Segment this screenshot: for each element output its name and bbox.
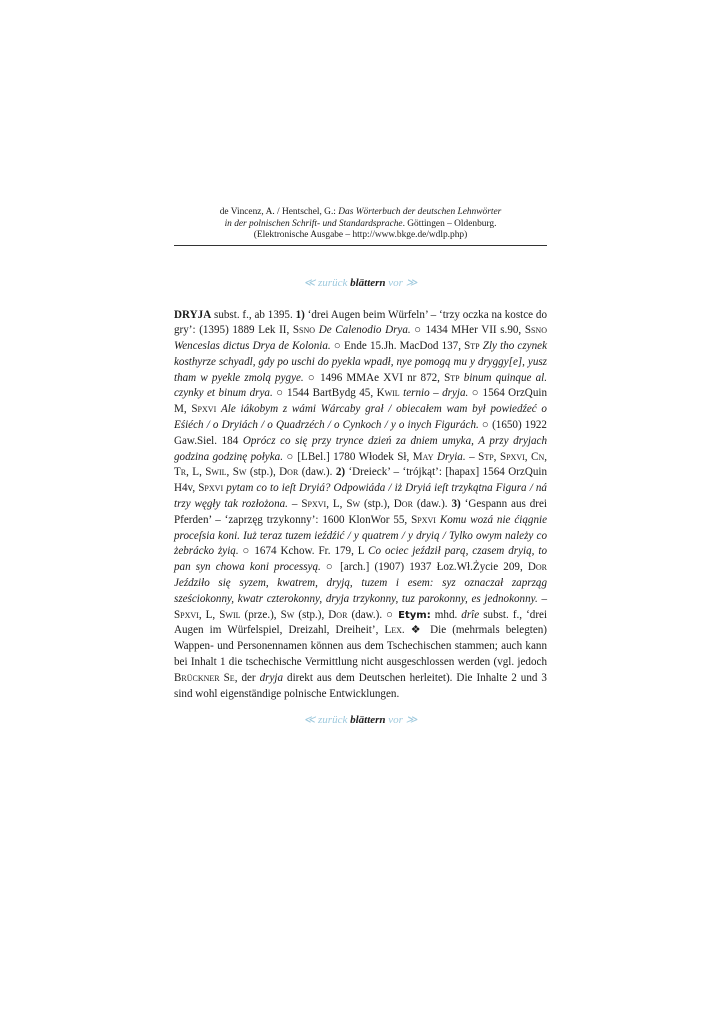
document-page	[174, 207, 547, 726]
source-abbrev: Ssno	[524, 324, 547, 337]
source-abbrev: Dor	[393, 498, 413, 511]
source-abbrev: Tr	[174, 466, 187, 479]
forward-link[interactable]: vor ≫	[388, 714, 418, 727]
sense-number: 1)	[295, 308, 305, 321]
entry-text: DRYJA subst. f., ab 1395. 1) ‘drei Augen beim Würfeln’ – ‘trzy oczka na kostce do gry’: (1395) 1889 Lek II, Ssno De Calenodio Drya. ○ 1434 MHer VII s.90, Ssno Wenceslas dictus Drya de Kolonia. ○ Ende 15.Jh. MacDod 137, Stp Zly tho czynek kosthyrze schyadl, gdy po uschi do pyekla wpadł, nye pomogą mu y dryggy[e], yusz tham w pyekle zmolą pygye. ○ 1496 MMAe XVI nr 872, Stp binum quinque al. czynky et binum drya. ○ 1544 BartBydg 45, Kwil ternio – dryja. ○ 1564 OrzQuin M, Spxvi Ale iákobym z wámi Wárcaby grał / obiecałem wam był powiedźeć o Eśiéch / o Dryiách / o Quadrzéch / o Cynkoch / y o inych Figurách. ○ (1650) 1922 Gaw.Siel. 184 Oprócz co się przy trynce dzień za dniem umyka, A przy dryjach godzina godzinę połyka. ○ [LBel.] 1780 Włodek Sł, May Dryia. – Stp, Spxvi, Cn, Tr, L, Swil, Sw (stp.), Dor (daw.). 2) ‘Dreieck’ – ‘trójkąt’: [hapax] 1564 OrzQuin H4v, Spxvi pytam co to ieſt Dryiá? Odpowiáda / iż Dryiá ieſt trzykątna Figura / ná trzy węgły tak rozłożona. – Spxvi, L, Sw (stp.), Dor (daw.). 3) ‘Gespann aus drei Pferden’ – ‘zaprzęg trzykonny’: 1600 KlonWor 55, Spxvi Komu wozá nie ćiągnie proceſsia koni. Iuż teraz tuzem ieźdźić / y quatrem / y dryią / Tylko owym należy co żebrácko żyią. ○ 1674 Kchow. Fr. 179, L Co ociec jeździł parą, czasem dryią, to pan syn chowa koni processyą. ○ [arch.] (1907) 1937 Łoz.Wł.Życie 209, Dor Jeździło się syzem, kwatrem, dryją, tuzem i esem: syz oznaczał zaprząg sześciokonny, kwatr czterokonny, dryja trzykonny, tuz parokonny, es jednokonny. – Spxvi, L, Swil (prze.), Sw (stp.), Dor (daw.). ○ Etym: mhd. drîe subst. f., ‘drei Augen im Würfelspiel, Dreizahl, Dreiheit’, Lex. ❖ Die (mehrmals belegten) Wappen- und Personennamen können aus dem Tschechischen stammen; auch kann bei Inhalt 1 die tschechische Vermittlung nicht ausgeschlossen werden (vgl. jedoch Brückner Se, der dryja direkt aus dem Deutschen herleitet). Die Inhalte 2 und 3 sind wohl eigenständige polnische Entwicklungen.	[174, 308, 548, 700]
citation-line-3: (Elektronische Ausgabe – http://www.bkge.de/wdlp.php)	[253, 230, 468, 240]
back-link[interactable]: ≪ zurück	[303, 714, 348, 727]
nav-bar-top	[174, 276, 547, 289]
quotation: Zly tho czynek kosthyrze schyadl, gdy po uschi do pyekla wpadł, nye pomogą mu y dryggy[e], yusz tham w pyekle zmolą pygye.	[174, 340, 547, 384]
source-abbrev: Lex	[384, 624, 402, 637]
citation-line-2: in der polnischen Schrift- und Standardsprache. Göttingen – Oldenburg.	[224, 218, 497, 229]
quotation: Ale iákobym z wámi Wárcaby grał / obiecałem wam był powiedźeć o Eśiéch / o Dryiách / o Quadrzéch / o Cynkoch / y o inych Figurách.	[174, 403, 547, 432]
quotation: ternio – dryja.	[403, 387, 469, 400]
quotation: Oprócz co się przy trynce dzień za dniem umyka, A przy dryjach godzina godzinę połyka.	[174, 434, 548, 463]
quotation: Komu wozá nie ćiągnie proceſsia koni. Iuż teraz tuzem ieźdźić / y quatrem / y dryią / Tylko owym należy co żebrácko żyią.	[174, 513, 547, 558]
source-abbrev: Sw	[232, 466, 247, 479]
browse-label: blättern	[350, 714, 386, 727]
back-link[interactable]: ≪ zurück	[303, 276, 348, 289]
citation-line-1: de Vincenz, A. / Hentschel, G.: Das Wörterbuch der deutschen Lehnwörter	[219, 207, 502, 217]
source-abbrev: Dor	[328, 608, 348, 621]
quotation: Jeździło się syzem, kwatrem, dryją, tuzem i esem: syz oznaczał zaprząg sześciokonny, kwatr czterokonny, dryja trzykonny, tuz parokonny, es jednokonny.	[174, 577, 547, 605]
source-abbrev: Spxvi	[174, 608, 199, 621]
source-abbrev: Kwil	[376, 387, 400, 400]
cited-word: dryja	[259, 671, 284, 684]
quotation: pytam co to ieſt Dryiá? Odpowiáda / iż Dryiá ieſt trzykątna Figura / ná trzy węgły tak rozłożona.	[174, 482, 547, 511]
source-abbrev: Swil	[205, 466, 227, 479]
source-abbrev: Spxvi	[191, 403, 217, 416]
source-abbrev: Spxvi	[198, 482, 224, 495]
sense-number: 2)	[335, 466, 346, 479]
quotation: Dryia.	[436, 450, 466, 463]
quotation: De Calenodio Drya.	[318, 324, 411, 337]
source-abbrev: Dor	[279, 466, 299, 479]
source-abbrev: Ssno	[292, 324, 316, 337]
source-abbrev: Stp	[478, 450, 494, 463]
dictionary-entry	[174, 308, 547, 703]
quotation: Co ociec jeździł parą, czasem dryią, to pan syn chowa koni processyą.	[174, 545, 547, 574]
source-abbrev: Spxvi	[301, 498, 327, 511]
source-abbrev: Dor	[527, 561, 547, 574]
source-abbrev: Spxvi	[411, 513, 436, 526]
citation-header	[174, 207, 547, 246]
source-abbrev: Sw	[346, 498, 361, 511]
nav-bar-bottom	[174, 713, 547, 726]
sense-number: 3)	[451, 498, 461, 511]
etym-word: drîe	[461, 608, 480, 621]
headword: DRYJA	[174, 308, 212, 321]
etym-label: Etym:	[398, 609, 431, 621]
source-abbrev: Stp	[464, 340, 480, 353]
source-abbrev: Cn	[531, 450, 545, 463]
source-abbrev: Brückner Se	[174, 671, 235, 684]
source-abbrev: May	[412, 450, 434, 463]
quotation: Wenceslas dictus Drya de Kolonia.	[174, 340, 331, 353]
browse-label: blättern	[350, 276, 386, 289]
forward-link[interactable]: vor ≫	[388, 276, 418, 289]
quotation: binum quinque al. czynky et binum drya.	[174, 371, 547, 400]
source-abbrev: Spxvi	[499, 450, 525, 463]
source-abbrev: Sw	[280, 608, 295, 621]
source-abbrev: Stp	[444, 371, 460, 384]
source-abbrev: Swil	[219, 608, 241, 621]
